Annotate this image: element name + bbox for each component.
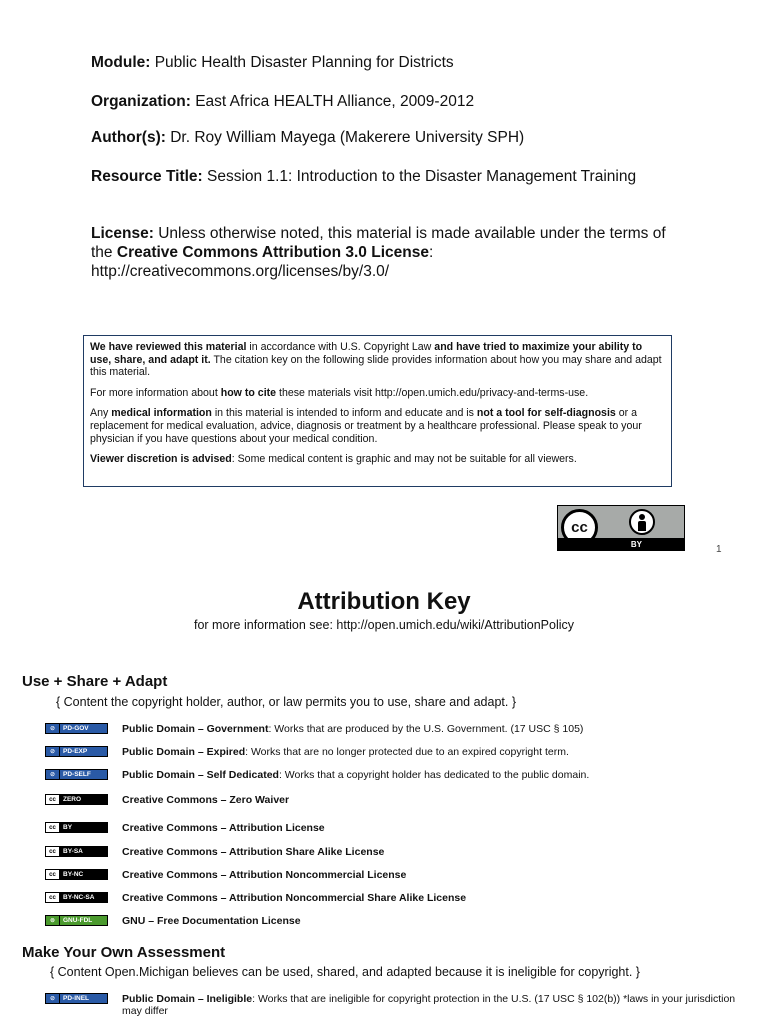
notice-review-bold: We have reviewed this material <box>90 341 247 353</box>
badge-label: ZERO <box>63 795 82 803</box>
license-detail: : Works that are no longer protected due to an expired copyright term. <box>245 746 569 758</box>
license-name: Public Domain – Government <box>122 723 269 735</box>
license-name: Creative Commons – Zero Waiver <box>122 794 290 806</box>
license-label: License: <box>91 225 154 242</box>
by-nc-sa-badge-icon[interactable] <box>45 892 108 903</box>
license-detail: : Works that a copyright holder has dedicated to the public domain. <box>278 769 590 781</box>
section-use-share-adapt-sub: { Content the copyright holder, author, or law permits you to use, share and adapt. } <box>56 695 517 709</box>
resource-title-label: Resource Title: <box>91 168 203 185</box>
notice-cite-url: these materials visit http://open.umich.edu/privacy-and-terms-use. <box>279 386 589 399</box>
license-description <box>122 769 742 781</box>
section-assessment-heading: Make Your Own Assessment <box>22 944 226 961</box>
by-badge-icon[interactable] <box>45 822 108 833</box>
license-name: Creative Commons – Attribution Noncommercial Share Alike License <box>122 892 467 904</box>
notice-medical-any: Any <box>90 407 109 420</box>
module-value: Public Health Disaster Planning for Districts <box>154 54 454 71</box>
gnu-fdl-badge-icon[interactable] <box>45 915 108 926</box>
module-label: Module: <box>91 54 151 71</box>
author-label: Author(s): <box>91 129 166 146</box>
notice-review <box>90 341 665 379</box>
license-description <box>122 892 742 904</box>
license-name: Public Domain – Expired <box>122 746 246 758</box>
section-assessment-sub: { Content Open.Michigan believes can be used, shared, and adapted because it is ineligible for copyright. } <box>50 965 640 979</box>
license-description <box>122 915 742 927</box>
page-number: 1 <box>716 544 722 555</box>
license-colon: : <box>428 244 434 261</box>
notice-self-diagnosis-bold: not a tool for self-diagnosis <box>476 407 616 420</box>
organization-value: East Africa HEALTH Alliance, 2009-2012 <box>195 93 475 110</box>
notice-medical <box>90 407 665 445</box>
badge-label: BY <box>63 823 73 831</box>
badge-label: GNU-FDL <box>63 916 93 924</box>
license-name: Creative Commons Attribution 3.0 License <box>116 244 429 261</box>
license-description <box>122 993 742 1017</box>
badge-symbol-icon: ⊘ <box>46 994 60 1003</box>
license-description <box>122 869 742 881</box>
notice-maximize-bold: and have tried to maximize your ability to use, share, and adapt it. <box>90 341 643 366</box>
organization-label: Organization: <box>91 93 191 110</box>
badge-label: PD-GOV <box>63 724 89 732</box>
badge-label: PD-EXP <box>63 747 88 755</box>
license-description <box>122 846 742 858</box>
badge-symbol-icon: cc <box>46 870 60 879</box>
license-line <box>91 224 671 281</box>
badge-label: BY-SA <box>63 847 83 855</box>
pd-gov-badge-icon[interactable] <box>45 723 108 734</box>
badge-symbol-icon: cc <box>46 823 60 832</box>
notice-cite-bold: how to cite <box>220 386 277 399</box>
badge-symbol-icon: ⊘ <box>46 724 60 733</box>
notice-review-text: in accordance with U.S. Copyright Law <box>249 341 432 353</box>
badge-symbol-icon: cc <box>46 795 60 804</box>
license-url[interactable]: http://creativecommons.org/licenses/by/3.0/ <box>91 263 390 280</box>
license-name: Creative Commons – Attribution Noncommercial License <box>122 869 407 881</box>
notice-citation-text: The citation key on the following slide provides information about how you may share and adapt this material. <box>90 353 662 379</box>
badge-label: BY-NC <box>63 870 84 878</box>
badge-label: BY-NC-SA <box>63 893 95 901</box>
notice-medical-bold: medical information <box>111 407 212 420</box>
license-description <box>122 723 742 735</box>
badge-symbol-icon: cc <box>46 893 60 902</box>
notice-box <box>83 335 672 487</box>
module-line <box>91 53 691 72</box>
cc-icon: cc <box>561 509 598 546</box>
license-description <box>122 794 742 806</box>
license-name: Public Domain – Self Dedicated <box>122 769 279 781</box>
resource-title-value: Session 1.1: Introduction to the Disaster Management Training <box>207 168 637 185</box>
license-detail: : Works that are produced by the U.S. Government. (17 USC § 105) <box>268 723 584 735</box>
badge-symbol-icon: ⊘ <box>46 770 60 779</box>
author-value: Dr. Roy William Mayega (Makerere University SPH) <box>170 129 525 146</box>
license-description <box>122 746 742 758</box>
by-nc-badge-icon[interactable] <box>45 869 108 880</box>
notice-discretion-text: : Some medical content is graphic and may not be suitable for all viewers. <box>231 453 577 466</box>
pd-exp-badge-icon[interactable] <box>45 746 108 757</box>
badge-symbol-icon: ⊘ <box>46 747 60 756</box>
license-name: Creative Commons – Attribution License <box>122 822 325 834</box>
cc-by-license-badge[interactable] <box>557 505 685 551</box>
license-text: Unless otherwise noted, this material is made available under the terms of the <box>91 225 666 261</box>
notice-cite <box>90 387 665 400</box>
pd-self-badge-icon[interactable] <box>45 769 108 780</box>
notice-medical-rest: or a replacement for medical evaluation, advice, diagnosis or treatment by a healthcare professional. Please speak to your physician if you have questions about your medical condition. <box>90 407 642 445</box>
author-line <box>91 128 691 147</box>
by-label: BY <box>630 540 642 549</box>
notice-cite-text: For more information about <box>90 386 218 399</box>
badge-symbol-icon: cc <box>46 847 60 856</box>
license-description <box>122 822 742 834</box>
pd-inel-badge-icon[interactable] <box>45 993 108 1004</box>
zero-badge-icon[interactable] <box>45 794 108 805</box>
badge-label: PD-INEL <box>63 994 89 1002</box>
by-sa-badge-icon[interactable] <box>45 846 108 857</box>
attribution-key-subtitle: for more information see: http://open.umich.edu/wiki/AttributionPolicy <box>193 618 575 632</box>
badge-band <box>558 538 684 550</box>
resource-title-line <box>91 167 651 186</box>
attribution-person-icon <box>629 509 655 535</box>
badge-label: PD-SELF <box>63 770 91 778</box>
license-detail: : Works that are ineligible for copyright protection in the U.S. (17 USC § 102(b)) *laws in your jurisdiction may differ <box>122 993 736 1017</box>
notice-medical-text: in this material is intended to inform and educate and is <box>214 407 474 420</box>
license-name: GNU – Free Documentation License <box>122 915 301 927</box>
license-name: Public Domain – Ineligible <box>122 993 253 1005</box>
notice-discretion <box>90 453 665 466</box>
notice-discretion-bold: Viewer discretion is advised <box>90 453 232 466</box>
section-use-share-adapt-heading: Use + Share + Adapt <box>22 673 168 690</box>
attribution-key-title: Attribution Key <box>297 588 471 615</box>
badge-symbol-icon: ⊚ <box>46 916 60 925</box>
license-name: Creative Commons – Attribution Share Alike License <box>122 846 385 858</box>
organization-line <box>91 92 691 111</box>
